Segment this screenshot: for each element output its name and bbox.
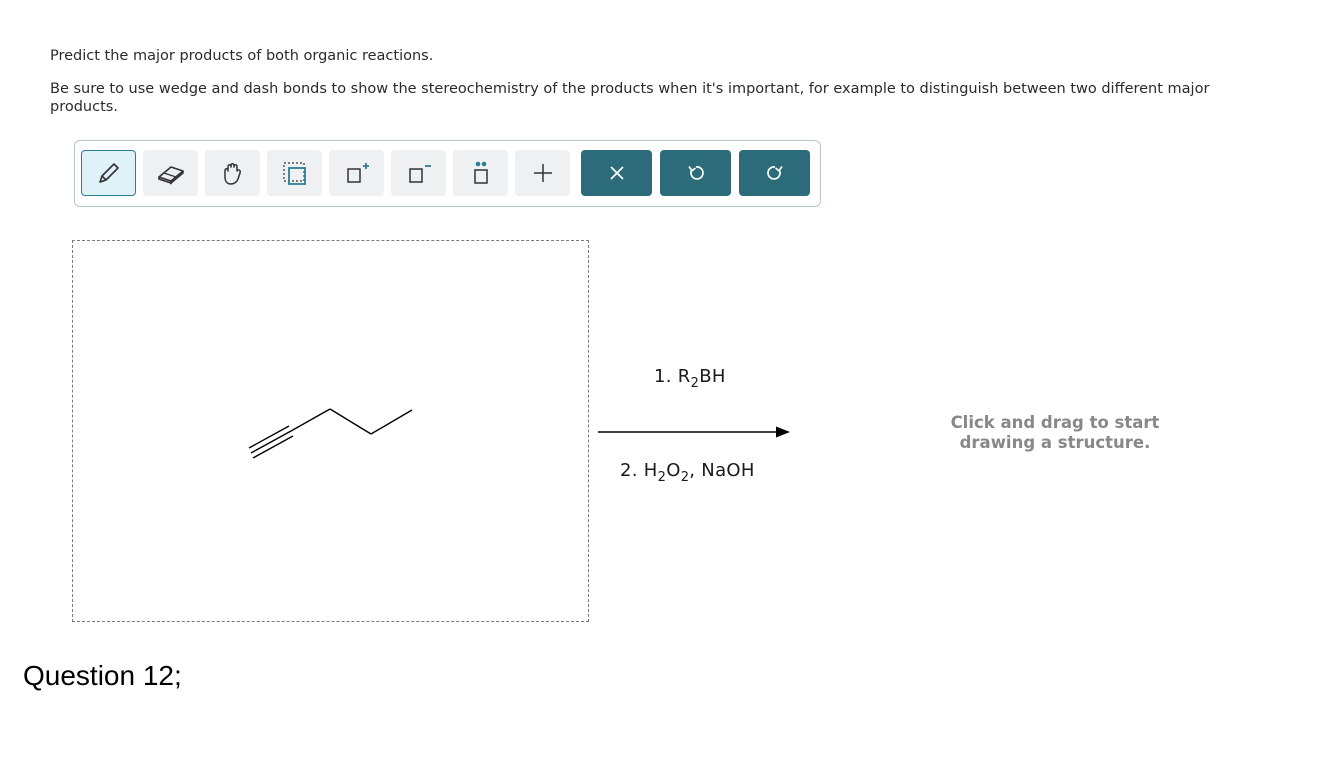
redo-icon [765, 163, 785, 183]
reactant-drawing-area[interactable] [72, 240, 589, 622]
pencil-icon [95, 159, 123, 187]
negative-charge-tool-button[interactable] [391, 150, 446, 196]
lone-pair-icon [467, 159, 495, 187]
select-tool-button[interactable] [267, 150, 322, 196]
lone-pair-tool-button[interactable] [453, 150, 508, 196]
question-prompt [50, 47, 1280, 131]
reagent-2-subscript-2: 2 [680, 470, 690, 485]
hint-line-2: drawing a structure. [959, 433, 1151, 452]
reagent-2-prefix: 2. H [620, 460, 658, 481]
undo-icon [686, 163, 706, 183]
positive-charge-tool-button[interactable] [329, 150, 384, 196]
eraser-icon [155, 159, 187, 187]
positive-charge-icon [343, 159, 371, 187]
plus-icon [531, 161, 555, 185]
negative-charge-icon [405, 159, 433, 187]
reagent-2-subscript-1: 2 [657, 470, 667, 485]
reagent-2-suffix: , NaOH [689, 460, 755, 481]
reagent-step-2 [620, 460, 755, 485]
question-label: Question 12; [23, 660, 182, 691]
close-icon [607, 163, 627, 183]
select-icon [281, 159, 309, 187]
hand-tool-button[interactable] [205, 150, 260, 196]
add-tool-button[interactable] [515, 150, 570, 196]
pencil-tool-button[interactable] [81, 150, 136, 196]
reagent-1-prefix: 1. R [654, 366, 691, 387]
prompt-line-1: Predict the major products of both organic reactions. [50, 48, 434, 64]
drawing-toolbar [74, 140, 821, 207]
eraser-tool-button[interactable] [143, 150, 198, 196]
clear-button[interactable] [581, 150, 652, 196]
triple-bond [249, 426, 293, 458]
redo-button[interactable] [739, 150, 810, 196]
undo-button[interactable] [660, 150, 731, 196]
reactant-molecule-structure [73, 241, 587, 620]
hand-icon [219, 159, 247, 187]
reaction-arrow [597, 424, 793, 440]
reagent-1-suffix: BH [699, 366, 726, 387]
reagent-2-mid: O [666, 460, 681, 481]
prompt-line-2: Be sure to use wedge and dash bonds to show the stereochemistry of the products when it's important, for example to distinguish between two different major products. [50, 81, 1210, 115]
reagent-step-1 [654, 366, 726, 391]
hint-line-1: Click and drag to start [950, 413, 1160, 432]
product-drawing-hint[interactable] [930, 413, 1180, 453]
carbon-chain [291, 409, 412, 434]
reagent-1-subscript: 2 [690, 376, 700, 391]
